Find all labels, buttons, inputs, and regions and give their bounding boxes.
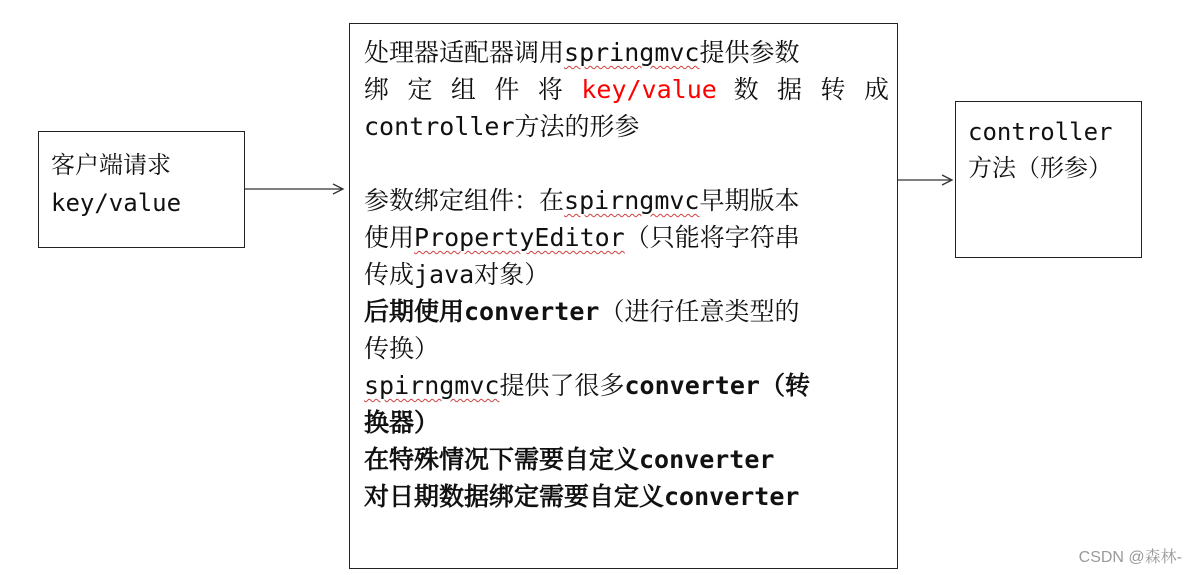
- binding-line-1-text-a: 处理器适配器调用: [364, 38, 565, 67]
- converter-line-3-text: 提供了很多: [499, 371, 625, 400]
- binding-component-line-2-text-a: 使用: [364, 223, 415, 252]
- springmvc-term: springmvc: [564, 38, 700, 67]
- binding-component-text-a: 参数绑定组件：在: [364, 186, 565, 215]
- converter-line-3-tail: （转: [759, 371, 810, 400]
- binding-component-line-3: 传成java对象）: [364, 260, 550, 289]
- custom-converter-line: 在特殊情况下需要自定义converter: [364, 445, 775, 474]
- csdn-watermark: CSDN @森林-: [1078, 549, 1182, 566]
- binding-line-2-text-c: 数 据 转 成: [716, 75, 889, 104]
- controller-method-label: 方法（形参）: [968, 154, 1112, 182]
- client-key-value-label: key/value: [51, 189, 182, 217]
- spirngmvc-term-2: spirngmvc: [364, 371, 500, 400]
- date-converter-line: 对日期数据绑定需要自定义converter: [364, 482, 800, 511]
- arrow-client-to-binding: [245, 184, 343, 194]
- binding-component-text-c: 早期版本: [699, 186, 800, 215]
- converter-term: converter: [624, 371, 760, 400]
- binding-line-3: controller方法的形参: [364, 112, 640, 141]
- spirngmvc-term: spirngmvc: [564, 186, 700, 215]
- client-request-label: 客户端请求: [51, 151, 171, 179]
- arrow-binding-to-controller: [898, 175, 952, 185]
- converter-line-1-text: （进行任意类型的: [599, 297, 800, 326]
- binding-line-2-text-a: 绑 定 组 件 将: [364, 75, 582, 104]
- controller-label: controller: [968, 118, 1113, 146]
- converter-line-1-bold: 后期使用converter: [364, 297, 600, 326]
- converter-line-4: 换器）: [364, 408, 440, 437]
- property-editor-term: PropertyEditor: [414, 223, 625, 252]
- converter-line-2: 传换）: [364, 334, 440, 363]
- binding-component-line-2-text-c: （只能将字符串: [624, 223, 800, 252]
- key-value-highlight: key/value: [581, 75, 717, 104]
- binding-line-1-text-c: 提供参数: [699, 38, 800, 67]
